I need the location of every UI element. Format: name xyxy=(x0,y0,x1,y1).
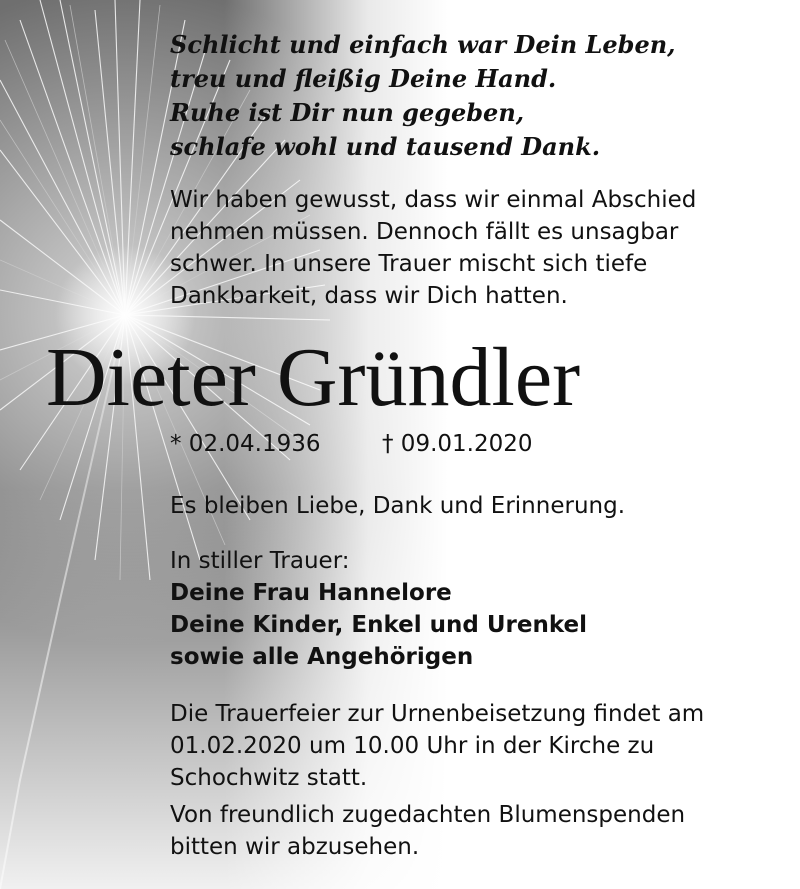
poem-line: treu und fleißig Deine Hand. xyxy=(170,64,557,93)
service-info xyxy=(170,698,704,794)
mourner-name: Deine Kinder, Enkel und Urenkel xyxy=(170,612,588,638)
service-line: 01.02.2020 um 10.00 Uhr in der Kirche zu xyxy=(170,733,655,759)
flowers-line: Von freundlich zugedachten Blumenspenden xyxy=(170,802,686,828)
service-line: Schochwitz statt. xyxy=(170,765,368,791)
mourners-intro: In stiller Trauer: xyxy=(170,548,350,574)
intro-line: schwer. In unsere Trauer mischt sich tiefe xyxy=(170,251,648,277)
flowers-note xyxy=(170,799,685,863)
mourners-block xyxy=(170,545,587,673)
mourner-name: sowie alle Angehörigen xyxy=(170,644,474,670)
intro-text xyxy=(170,184,730,312)
intro-line: Dankbarkeit, dass wir Dich hatten. xyxy=(170,283,568,309)
memorial-poem xyxy=(170,28,730,164)
poem-line: Schlicht und einfach war Dein Leben, xyxy=(170,30,676,59)
poem-line: schlafe wohl und tausend Dank. xyxy=(170,132,601,161)
poem-line: Ruhe ist Dir nun gegeben, xyxy=(170,98,525,127)
intro-line: nehmen müssen. Dennoch fällt es unsagbar xyxy=(170,219,679,245)
intro-line: Wir haben gewusst, dass wir einmal Abschied xyxy=(170,187,697,213)
flowers-line: bitten wir abzusehen. xyxy=(170,834,420,860)
mourner-name: Deine Frau Hannelore xyxy=(170,580,452,606)
birth-date: * 02.04.1936 xyxy=(170,431,321,457)
service-line: Die Trauerfeier zur Urnenbeisetzung findet am xyxy=(170,701,705,727)
deceased-name: Dieter Gründler xyxy=(46,331,581,424)
death-date: † 09.01.2020 xyxy=(382,431,533,457)
life-dates xyxy=(170,428,690,460)
remembrance-line: Es bleiben Liebe, Dank und Erinnerung. xyxy=(170,493,626,519)
